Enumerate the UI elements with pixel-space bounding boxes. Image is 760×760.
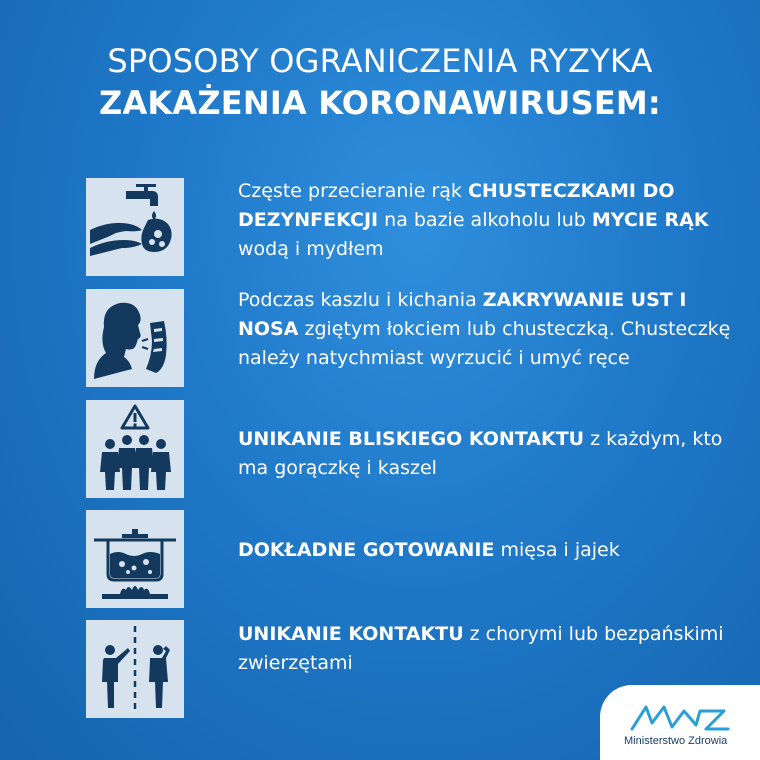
distance-from-sick-icon [86, 620, 184, 718]
tip-4-bold: DOKŁADNE GOTOWANIE [238, 539, 495, 561]
poster-title [0, 40, 760, 124]
tip-3-bold: UNIKANIE BLISKIEGO KONTAKTU [238, 428, 585, 450]
tip-1-text: wodą i mydłem [238, 238, 384, 260]
tip-1-text: na bazie alkoholu lub [378, 209, 592, 231]
tip-3-text: z każdym, kto ma gorączkę i kaszel [238, 428, 723, 479]
tip-1-bold: MYCIE RĄK [591, 209, 709, 231]
tip-handwashing [238, 177, 748, 264]
ministry-logo [600, 685, 760, 760]
tip-2-text: Podczas kaszlu i kichania [238, 289, 483, 311]
tip-avoid-close-contact [238, 425, 748, 483]
handwashing-icon [86, 178, 184, 276]
tip-4-text: mięsa i jajek [494, 539, 620, 561]
tip-1-bold: CHUSTECZKAMI DO DEZYNFEKCJI [238, 180, 675, 231]
ministry-logo-icon [628, 701, 738, 733]
ministry-logo-text: Ministerstwo Zdrowia [624, 735, 728, 747]
crowd-warning-icon [86, 400, 184, 498]
tip-avoid-sick-contact [238, 620, 748, 678]
tip-5-text: z chorymi lub bezpańskimi zwierzętami [238, 623, 724, 674]
tip-2-bold: ZAKRYWANIE UST I NOSA [238, 289, 687, 340]
title-line-2: ZAKAŻENIA KORONAWIRUSEM: [99, 84, 661, 122]
tip-1-text: Częste przecieranie rąk [238, 180, 468, 202]
tip-2-text: zgiętym łokciem lub chusteczką. Chusteczkę należy natychmiast wyrzucić i umyć ręce [238, 318, 731, 369]
title-line-1: SPOSOBY OGRANICZENIA RYZYKA [107, 42, 653, 80]
tip-5-bold: UNIKANIE KONTAKTU [238, 623, 464, 645]
tip-cough-cover [238, 286, 748, 373]
cough-into-tissue-icon [86, 289, 184, 387]
cooking-pot-icon [86, 510, 184, 608]
tip-thorough-cooking [238, 536, 748, 565]
